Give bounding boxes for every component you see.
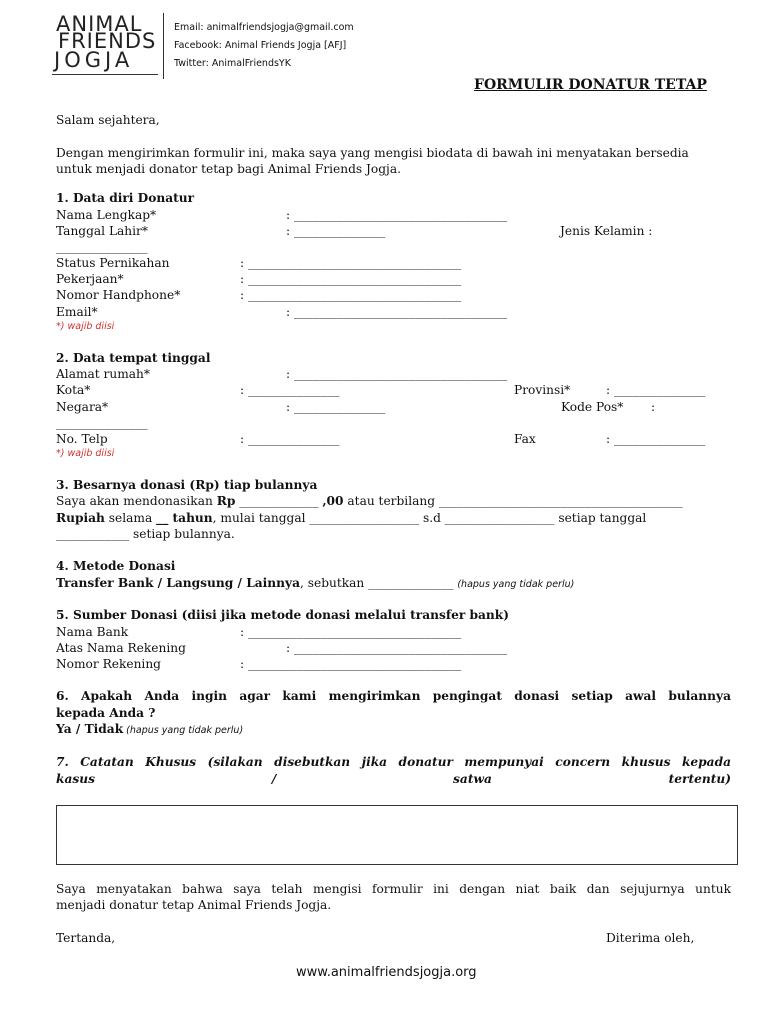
kode-pos-colon: :: [651, 400, 656, 414]
logo-line-2: FRIENDS: [58, 29, 157, 53]
donation-rp: Rp: [216, 494, 236, 508]
logo-line-1: ANIMAL: [56, 12, 143, 36]
reminder-note: (hapus yang tidak perlu): [123, 725, 244, 736]
label-telp: No. Telp: [56, 432, 108, 446]
method-note: (hapus yang tidak perlu): [457, 579, 575, 590]
label-nomor-rekening: Nomor Rekening: [56, 657, 161, 671]
label-kota: Kota*: [56, 383, 91, 397]
field-handphone[interactable]: : ___________________________________: [240, 288, 462, 302]
field-kode-pos[interactable]: _______________: [56, 416, 148, 430]
section-3-heading: 3. Besarnya donasi (Rp) tiap bulannya: [56, 478, 318, 492]
label-kode-pos: Kode Pos*: [561, 400, 624, 414]
contact-twitter: Twitter: AnimalFriendsYK: [174, 58, 291, 69]
label-email: Email*: [56, 305, 98, 319]
signature-tertanda: Tertanda,: [56, 931, 116, 945]
label-pekerjaan: Pekerjaan*: [56, 272, 124, 286]
donation-selama: selama: [104, 511, 157, 525]
field-status[interactable]: : ___________________________________: [240, 256, 462, 270]
field-nama[interactable]: : ___________________________________: [286, 208, 508, 222]
field-tahun[interactable]: __: [156, 511, 169, 525]
field-nama-bank[interactable]: : ___________________________________: [240, 625, 462, 639]
label-nama: Nama Lengkap*: [56, 208, 157, 222]
intro-line-2: untuk menjadi donator tetap bagi Animal Friends Jogja.: [56, 162, 401, 176]
donation-text-a: Saya akan mendonasikan: [56, 494, 217, 508]
section-7-heading-1: 7. Catatan Khusus (silakan disebutkan jika donatur mempunyai concern khusus kepada: [56, 755, 731, 769]
field-setiap-tanggal[interactable]: ____________ setiap bulannya.: [56, 527, 235, 541]
reminder-line: [56, 722, 243, 736]
field-nomor-rekening[interactable]: : ___________________________________: [240, 657, 462, 671]
required-note-2: *) wajib diisi: [56, 448, 115, 459]
section-7-heading-2: kasus / satwa tertentu): [56, 772, 731, 786]
label-negara: Negara*: [56, 400, 109, 414]
required-note-1: *) wajib diisi: [56, 321, 115, 332]
field-tanggal-lahir[interactable]: : _______________: [286, 224, 386, 238]
logo: [52, 10, 162, 78]
field-tanggal-range[interactable]: , mulai tanggal __________________ s.d __________________ setiap tanggal: [212, 511, 647, 525]
section-1-heading: 1. Data diri Donatur: [56, 191, 195, 205]
label-alamat: Alamat rumah*: [56, 367, 151, 381]
donation-line-1: [56, 494, 683, 508]
section-6-heading-2: kepada Anda ?: [56, 706, 156, 720]
method-line: [56, 576, 574, 590]
label-nama-bank: Nama Bank: [56, 625, 129, 639]
label-tanggal-lahir: Tanggal Lahir*: [56, 224, 148, 238]
field-negara[interactable]: : _______________: [286, 400, 386, 414]
field-telp[interactable]: : _______________: [240, 432, 340, 446]
donation-line-2: [56, 511, 646, 525]
contact-email: Email: animalfriendsjogja@gmail.com: [174, 22, 354, 33]
field-provinsi[interactable]: : _______________: [606, 383, 706, 397]
field-atas-nama[interactable]: : ___________________________________: [286, 641, 508, 655]
field-pekerjaan[interactable]: : ___________________________________: [240, 272, 462, 286]
label-atas-nama: Atas Nama Rekening: [56, 641, 186, 655]
greeting: Salam sejahtera,: [56, 113, 160, 127]
logo-line-3: JOGJA: [54, 48, 134, 72]
page-title: FORMULIR DONATUR TETAP: [474, 77, 707, 93]
notes-textarea[interactable]: [56, 805, 738, 865]
section-4-heading: 4. Metode Donasi: [56, 559, 176, 573]
intro-line-1: Dengan mengirimkan formulir ini, maka saya yang mengisi biodata di bawah ini menyatakan bersedia: [56, 146, 689, 160]
section-5-heading: 5. Sumber Donasi (diisi jika metode donasi melalui transfer bank): [56, 608, 509, 622]
label-status: Status Pernikahan: [56, 256, 170, 270]
donation-tahun: tahun: [168, 511, 213, 525]
method-options[interactable]: Transfer Bank / Langsung / Lainnya: [56, 576, 301, 590]
section-6-heading-1: 6. Apakah Anda ingin agar kami mengirimkan pengingat donasi setiap awal bulannya: [56, 689, 731, 703]
reminder-options[interactable]: Ya / Tidak: [56, 722, 124, 736]
contact-facebook: Facebook: Animal Friends Jogja [AFJ]: [174, 40, 347, 51]
label-fax: Fax: [514, 432, 536, 446]
donation-rupiah: Rupiah: [56, 511, 105, 525]
field-method-other[interactable]: , sebutkan ______________: [300, 576, 458, 590]
section-2-heading: 2. Data tempat tinggal: [56, 351, 211, 365]
label-provinsi: Provinsi*: [514, 383, 571, 397]
field-terbilang[interactable]: atau terbilang ________________________________________: [343, 494, 683, 508]
signature-diterima: Diterima oleh,: [606, 931, 695, 945]
field-donation-amount[interactable]: _____________: [235, 494, 323, 508]
field-kota[interactable]: : _______________: [240, 383, 340, 397]
label-jenis-kelamin: Jenis Kelamin :: [560, 224, 653, 238]
donation-00: ,00: [322, 494, 344, 508]
closing-line-1: Saya menyatakan bahwa saya telah mengisi formulir ini dengan niat baik dan sejujurnya untuk: [56, 882, 731, 896]
footer-website[interactable]: www.animalfriendsjogja.org: [296, 965, 477, 980]
field-fax[interactable]: : _______________: [606, 432, 706, 446]
closing-line-2: menjadi donatur tetap Animal Friends Jogja.: [56, 898, 332, 912]
logo-underline: [52, 74, 158, 75]
field-email[interactable]: : ___________________________________: [286, 305, 508, 319]
header-divider: [163, 13, 164, 79]
field-jenis-kelamin[interactable]: _______________: [56, 240, 148, 254]
label-handphone: Nomor Handphone*: [56, 288, 181, 302]
field-alamat[interactable]: : ___________________________________: [286, 367, 508, 381]
